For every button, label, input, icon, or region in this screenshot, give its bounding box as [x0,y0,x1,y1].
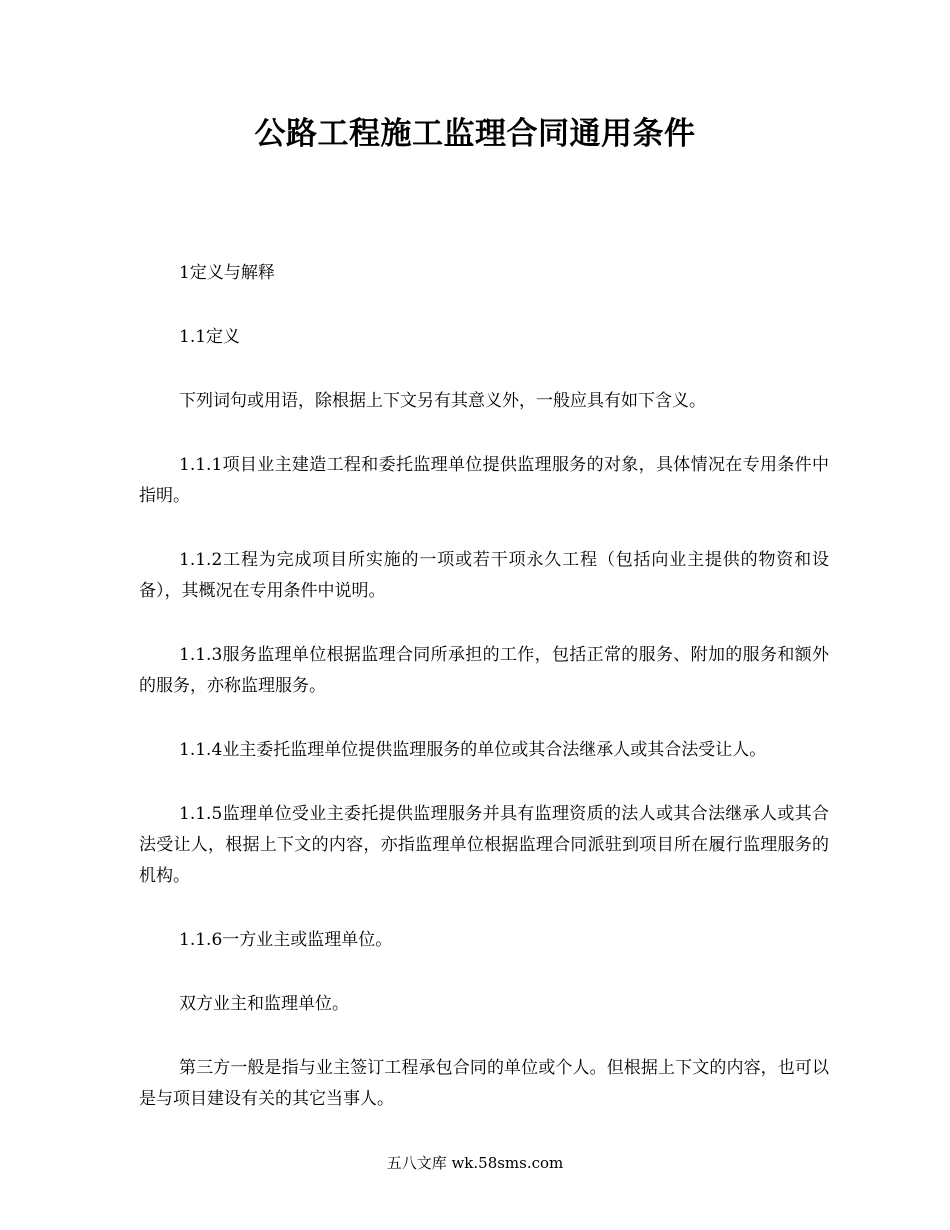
paragraph: 双方业主和监理单位。 [179,994,349,1014]
paragraph: 下列词句或用语，除根据上下文另有其意义外，一般应具有如下含义。 [179,391,706,411]
page-footer: 五八文库 wk.58sms.com [386,1154,564,1172]
paragraph: 1.1.5监理单位受业主委托提供监理服务并具有监理资质的法人或其合法继承人或其合法受让人，根据上下文的内容，亦指监理单位根据监理合同派驻到项目所在履行监理服务的机构。 [139,804,829,886]
paragraph: 1.1.1项目业主建造工程和委托监理单位提供监理服务的对象，具体情况在专用条件中指明。 [139,455,829,506]
paragraph: 1.1.6一方业主或监理单位。 [179,930,393,950]
paragraph: 1.1定义 [179,327,241,347]
paragraph: 1.1.2工程为完成项目所实施的一项或若干项永久工程（包括向业主提供的物资和设备），其概况在专用条件中说明。 [139,550,829,601]
paragraph: 第三方一般是指与业主签订工程承包合同的单位或个人。但根据上下文的内容，也可以是与项目建设有关的其它当事人。 [139,1058,829,1109]
paragraph: 1.1.4业主委托监理单位提供监理服务的单位或其合法继承人或其合法受让人。 [179,740,767,760]
document-body [139,258,829,1148]
paragraph: 1.1.3服务监理单位根据监理合同所承担的工作，包括正常的服务、附加的服务和额外的服务，亦称监理服务。 [139,645,829,696]
paragraph: 1定义与解释 [179,263,275,283]
document-title: 公路工程施工监理合同通用条件 [254,116,696,152]
